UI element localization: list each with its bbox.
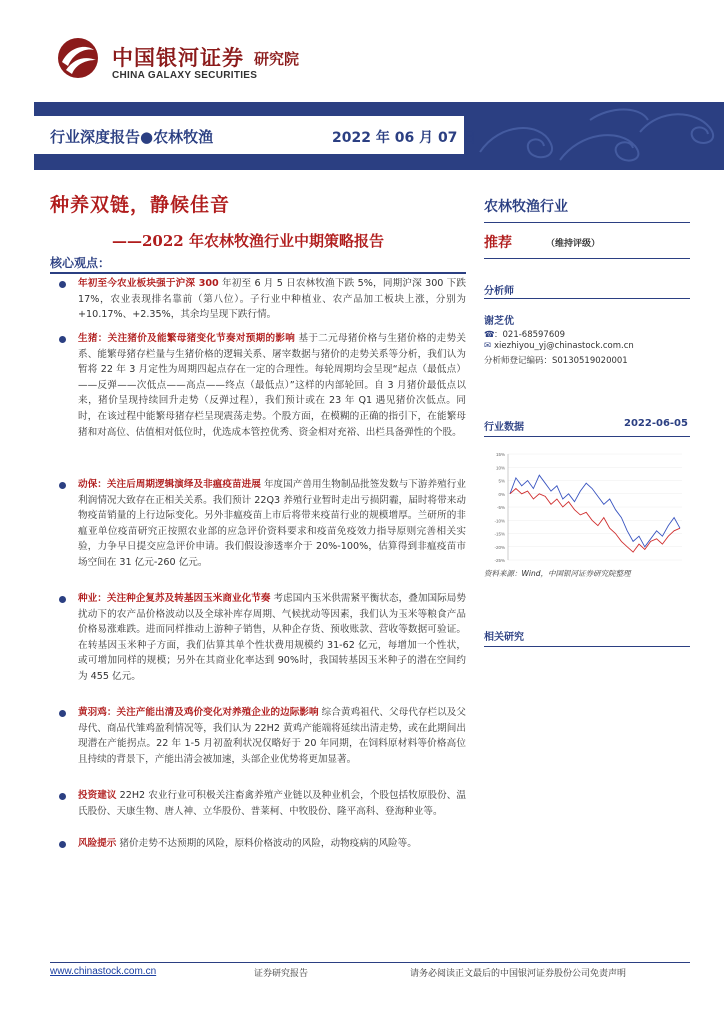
brand-name: 中国银河证券 (112, 46, 244, 70)
industry-data-label: 行业数据 (484, 422, 524, 433)
email-icon: ✉ (484, 341, 492, 351)
bullet-icon (59, 710, 66, 717)
y-tick-label: 5% (498, 478, 505, 484)
divider (50, 272, 466, 274)
analyst-email[interactable] (484, 341, 634, 351)
list-item (50, 705, 466, 767)
bullet-highlight: 黄羽鸡：关注产能出清及鸡价变化对养殖企业的边际影响 (78, 707, 319, 718)
industry-data-date: 2022-06-05 (624, 418, 688, 429)
bullet-highlight: 种业：关注种企复苏及转基因玉米商业化节奏 (78, 593, 271, 604)
report-subtitle: ——2022 年农林牧渔行业中期策略报告 (112, 232, 384, 250)
phone-icon: ☎ (484, 330, 495, 340)
analyst-label: 分析师 (484, 286, 514, 297)
list-item (50, 331, 466, 440)
y-tick-label: 0% (498, 491, 505, 497)
email-text[interactable]: xiezhiyou_yj@chinastock.com.cn (494, 341, 634, 351)
series-line-1 (510, 475, 680, 547)
list-item (50, 836, 417, 852)
divider (484, 298, 690, 299)
y-tick-label: 10% (495, 465, 505, 471)
bullet-icon (59, 793, 66, 800)
bullet-highlight: 年初至今农业板块强于沪深 300 (78, 278, 219, 289)
industry-name: 农林牧渔行业 (484, 199, 568, 215)
institute-name: 研究院 (254, 50, 300, 68)
divider (484, 258, 690, 259)
website-link[interactable]: www.chinastock.com.cn (50, 966, 157, 977)
bullet-text: 猪价走势不达预期的风险，原料价格波动的风险，动物疫病的风险等。 (116, 838, 417, 849)
bullet-text: 年初至 6 月 5 日农林牧渔下跌 5%，同期沪深 300 下跌 17%，农业表现排名靠前（第八位）。子行业中种植业、农产品加工板块上涨，分别为+10.17%、+2.35%，其余均呈现下跌行情。 (78, 278, 466, 321)
list-item (50, 477, 466, 571)
bullet-icon (59, 336, 66, 343)
analyst-phone (484, 328, 565, 340)
divider (484, 222, 690, 223)
bullet-text: 考虑国内玉米供需紧平衡状态，叠加国际局势扰动下的农产品价格波动以及全球补库存周期、气候扰动等因素，我们认为玉米等粮食产品价格易涨难跌。进而同样推动上游种子销售，从种企存货、预收账款、营收等数据可验证。在转基因玉米种子方面，我们估算其单个性状费用规模约 31-62 亿元，每增加一个性状，或可增加同样的规模；另外在其商业化率达到 90%时，我国转基因玉米种子的潜在空间约为 455 亿元。 (78, 593, 466, 682)
y-tick-label: -20% (494, 544, 505, 550)
bullet-highlight: 风险提示 (78, 838, 117, 849)
y-tick-label: 15% (495, 452, 505, 457)
list-item (50, 788, 466, 819)
bullet-highlight: 动保：关注后周期逻辑演绎及非瘟疫苗进展 (78, 479, 261, 490)
bullet-text: 22H2 农业行业可积极关注畜禽养殖产业链以及种业机会，个股包括牧原股份、温氏股份、天康生物、唐人神、立华股份、普莱柯、中牧股份、隆平高科、登海种业等。 (78, 790, 467, 817)
bullet-text: 年度国产兽用生物制品批签发数与下游养殖行业利润情况大致存在正相关关系。我们预计 22Q3 养殖行业暂时走出亏损阴霾，届时将带来动物疫苗销量的上行边际变化。另外非瘟疫苗上市后将带来疫苗行业的规模增厚。兰研所的非瘟亚单位疫苗研究正按照农业部的应急评价资料要求和疫苗免疫效力指导原则完善相关实验，力争早日提交应急评价申请。我们假设渗透率介于 20%-100%，估算得到非瘟疫苗市场空间在 31 亿元-260 亿元。 (78, 479, 467, 568)
y-tick-label: -15% (494, 531, 505, 537)
bullet-text: 基于二元母猪价格与生猪价格的走势关系、能繁母猪存栏量与生猪价格的逻辑关系、屠宰数据与猪价的走势关系等分析，我们认为暂将 22 年 3 月定性为周期四起点存在一定的合理性。每轮周期均会呈现“起点（最低点）——反弹——次低点——高点——终点（最低点）”这样的内部轮回。自 3 月猪价最低点以来，猪价呈现持续回升走势（反弹过程），我们预计或在 23 年 Q1 遇见猪价次低点。同时，在该过程中能繁母猪存栏呈现震荡走势。个股方面，在模糊的正确的指引下，在能繁母猪和对高位、估值相对低位时，优选成本管控优秀、资金相对充裕、出栏具备弹性的个股。 (78, 333, 466, 438)
divider (484, 436, 690, 437)
bullet-icon (59, 596, 66, 603)
bullet-highlight: 生猪：关注猪价及能繁母猪变化节奏对预期的影响 (78, 333, 296, 344)
brand-name-en: CHINA GALAXY SECURITIES (112, 70, 258, 81)
footer-report-label: 证券研究报告 (254, 969, 309, 979)
galaxy-logo-icon (56, 36, 100, 80)
report-type: 行业深度报告●农林牧渔 (50, 128, 214, 146)
rating: 推荐 (484, 235, 512, 251)
related-research-label: 相关研究 (484, 632, 524, 643)
report-title: 种养双链，静候佳音 (50, 194, 231, 216)
footer-divider (50, 962, 690, 963)
list-item (50, 591, 466, 685)
bullet-highlight: 投资建议 (78, 790, 117, 801)
footer-disclaimer: 请务必阅读正文最后的中国银河证券股份公司免责声明 (410, 969, 627, 979)
bullet-icon (59, 841, 66, 848)
y-tick-label: -10% (494, 518, 505, 524)
y-tick-label: -25% (494, 558, 505, 563)
y-tick-label: -5% (496, 505, 505, 510)
core-views-label: 核心观点： (50, 256, 111, 270)
phone-text: ：021-68597609 (494, 330, 566, 340)
analyst-cert: 分析师登记编码：S0130519020001 (484, 356, 628, 366)
bullet-icon (59, 281, 66, 288)
list-item (50, 276, 466, 323)
bullet-text: 综合黄鸡祖代、父母代存栏以及父母代、商品代雏鸡盈利情况等，我们认为 22H2 黄鸡产能端将延续出清走势，或在此期间出现潜在产能拐点。22 年 1-5 月初盈利状况仅略好于 20 年同期，在饲料原材料等价格高位且持续的背景下，产能出清会被加速，头部企业优势将更加显著。 (78, 707, 466, 765)
chart-source: 资料来源：Wind，中国银河证券研究院整理 (484, 569, 631, 578)
rating-note: （维持评级） (546, 239, 601, 249)
bullet-icon (59, 482, 66, 489)
divider (484, 646, 690, 647)
performance-chart (484, 448, 690, 566)
cloud-pattern-icon (470, 102, 724, 170)
analyst-name: 谢芝优 (484, 316, 514, 327)
report-date: 2022 年 06 月 07 日 (332, 130, 477, 146)
